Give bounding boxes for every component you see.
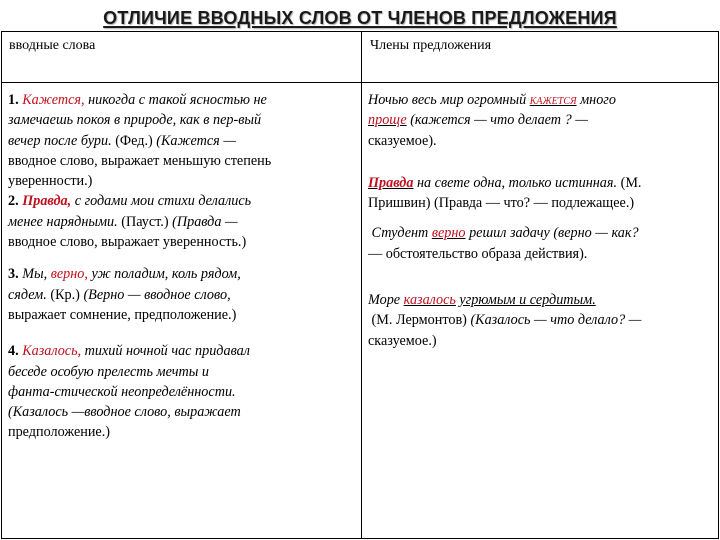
- key-word: казалось: [403, 292, 456, 309]
- left-ex3-line1: 3. Мы, верно, уж поладим, коль рядом,: [8, 266, 241, 283]
- key-word: Правда,: [22, 193, 72, 210]
- left-ex4-line2: беседе особую прелесть мечты и: [8, 363, 209, 380]
- right-ex4-line2: (М. Лермонтов) (Казалось — что делало? —: [371, 312, 642, 329]
- page-title: ОТЛИЧИЕ ВВОДНЫХ СЛОВ ОТ ЧЛЕНОВ ПРЕДЛОЖЕНИЯ: [103, 8, 617, 28]
- right-ex2-line1: Правда на свете одна, только истинная. (М.: [368, 174, 642, 191]
- left-ex4-line1: 4. Казалось, тихий ночной час придавал: [8, 343, 250, 360]
- right-ex4-line1: Море казалось угрюмым и сердитым.: [368, 292, 596, 309]
- key-word: верно,: [50, 266, 88, 283]
- left-ex3-line3: выражает сомнение, предположение.): [8, 306, 237, 323]
- key-word: кажется: [529, 92, 577, 108]
- left-ex4-line5: предположение.): [8, 424, 110, 441]
- left-ex1-line3: вечер после бури. (Фед.) (Кажется —: [8, 132, 236, 149]
- left-ex1-line4: вводное слово, выражает меньшую степень: [8, 152, 272, 169]
- key-word: Казалось,: [22, 343, 82, 360]
- right-ex4-line3: сказуемое.): [368, 332, 437, 349]
- column-divider: [361, 32, 362, 538]
- left-ex1-line2: замечаешь покоя в природе, как в пер-вый: [8, 112, 262, 129]
- left-ex1-line1: 1. Кажется, никогда с такой ясностью не: [8, 92, 267, 108]
- left-ex1-line5: уверенности.): [8, 173, 93, 190]
- left-ex4-line4: (Казалось —вводное слово, выражает: [8, 404, 241, 421]
- right-ex1-line3: сказуемое).: [368, 132, 437, 149]
- right-ex3-line2: — обстоятельство образа действия).: [368, 245, 588, 262]
- right-ex1-line2: проще (кажется — что делает ? —: [368, 112, 588, 129]
- introductory-words-column: [8, 90, 358, 443]
- key-word: Кажется,: [22, 92, 85, 108]
- sentence-members-column: [368, 90, 718, 351]
- comparison-table: [1, 31, 719, 539]
- left-ex3-line2: сядем. (Кр.) (Верно — вводное слово,: [8, 286, 231, 303]
- header-sentence-members: Члены предложения: [370, 38, 492, 53]
- header-introductory-words: вводные слова: [9, 38, 96, 53]
- key-word: верно: [431, 225, 466, 242]
- right-ex1-line1: Ночью весь мир огромный кажется много: [368, 92, 616, 108]
- header-divider: [2, 82, 718, 83]
- key-word: Правда: [368, 174, 414, 191]
- left-ex2-line3: вводное слово, выражает уверенность.): [8, 234, 247, 251]
- right-ex2-line2: Пришвин) (Правда — что? — подлежащее.): [368, 195, 635, 212]
- right-ex3-line1: Студент верно решил задачу (верно — как?: [371, 225, 639, 242]
- left-ex4-line3: фанта-стической неопределённости.: [8, 383, 236, 400]
- left-ex2-line2: менее нарядными. (Пауст.) (Правда —: [8, 213, 238, 230]
- left-ex2-line1: 2. Правда, с годами мои стихи делались: [8, 193, 252, 210]
